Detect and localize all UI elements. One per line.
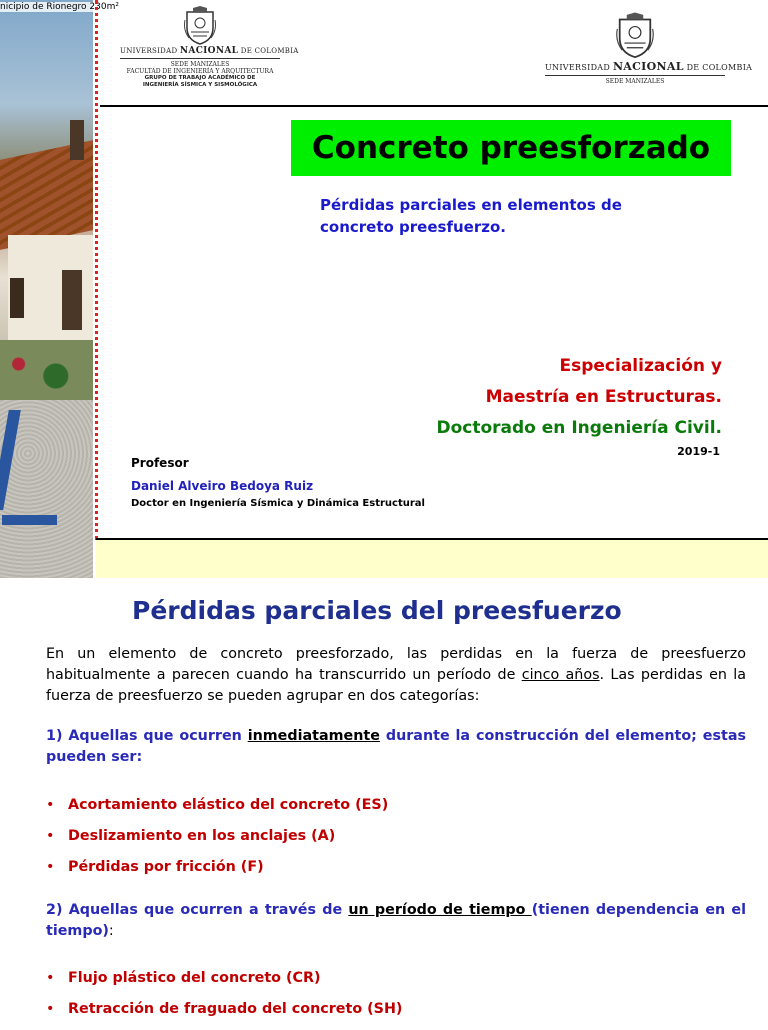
program-line: Maestría en Estructuras. [485,387,722,407]
bullet-icon: • [46,970,55,986]
photo-caption: nicipio de Rionegro 230m² [0,2,119,12]
list-item: • Retracción de fraguado del concreto (SH) [46,1001,403,1017]
university-seal-icon [615,12,655,60]
professor-degree: Doctor en Ingeniería Sísmica y Dinámica Estructural [131,498,425,509]
bullet-icon: • [46,828,55,844]
content-slide [0,578,768,1024]
professor-name: Daniel Alveiro Bedoya Ruiz [131,479,314,493]
university-logo-right: UNIVERSIDAD NACIONAL DE COLOMBIA SEDE MANIZALES [545,12,725,85]
slide-title: Concreto preesforzado [291,120,731,176]
list-item: • Pérdidas por fricción (F) [46,859,264,875]
program-line: Doctorado en Ingeniería Civil. [436,418,722,438]
bullet-icon: • [46,1001,55,1017]
university-seal-icon [183,6,217,46]
list-item: • Deslizamiento en los anclajes (A) [46,828,336,844]
header-rule [100,105,768,107]
intro-paragraph: En un elemento de concreto preesforzado, las perdidas en la fuerza de preesfuerzo habitualmente a parecen cuando ha transcurrido un período de cinco años. Las perdidas en la fuerza de preesfuerzo se pueden agrupar en dos categorías: [46,646,746,704]
dotted-divider [95,0,98,540]
footer-band [96,540,768,578]
list-item: • Acortamiento elástico del concreto (ES) [46,797,389,813]
program-line: Especialización y [559,356,722,376]
slide-subtitle: Pérdidas parciales en elementos de concreto preesfuerzo. [320,196,622,236]
professor-label: Profesor [131,456,189,470]
university-logo-left: UNIVERSIDAD NACIONAL DE COLOMBIA SEDE MANIZALES FACULTAD DE INGENIERÍA Y ARQUITECTURA GRUPO DE TRABAJO ACADÉMICO DE INGENIERÍA SÍSMICA Y SISMOLÓGICA [120,6,280,89]
content-title: Pérdidas parciales del preesfuerzo [132,596,622,625]
list-item: • Flujo plástico del concreto (CR) [46,970,321,986]
year-label: 2019-1 [677,445,720,458]
house-photo [0,0,119,578]
bullet-icon: • [46,859,55,875]
bullet-icon: • [46,797,55,813]
category-2-list [46,968,746,1030]
category-2-heading: 2) Aquellas que ocurren a través de un período de tiempo (tienen dependencia en el tiempo): [46,902,747,939]
category-1-heading: 1) Aquellas que ocurren inmediatamente durante la construcción del elemento; estas pueden ser: [46,728,746,765]
category-1-list [46,795,746,888]
